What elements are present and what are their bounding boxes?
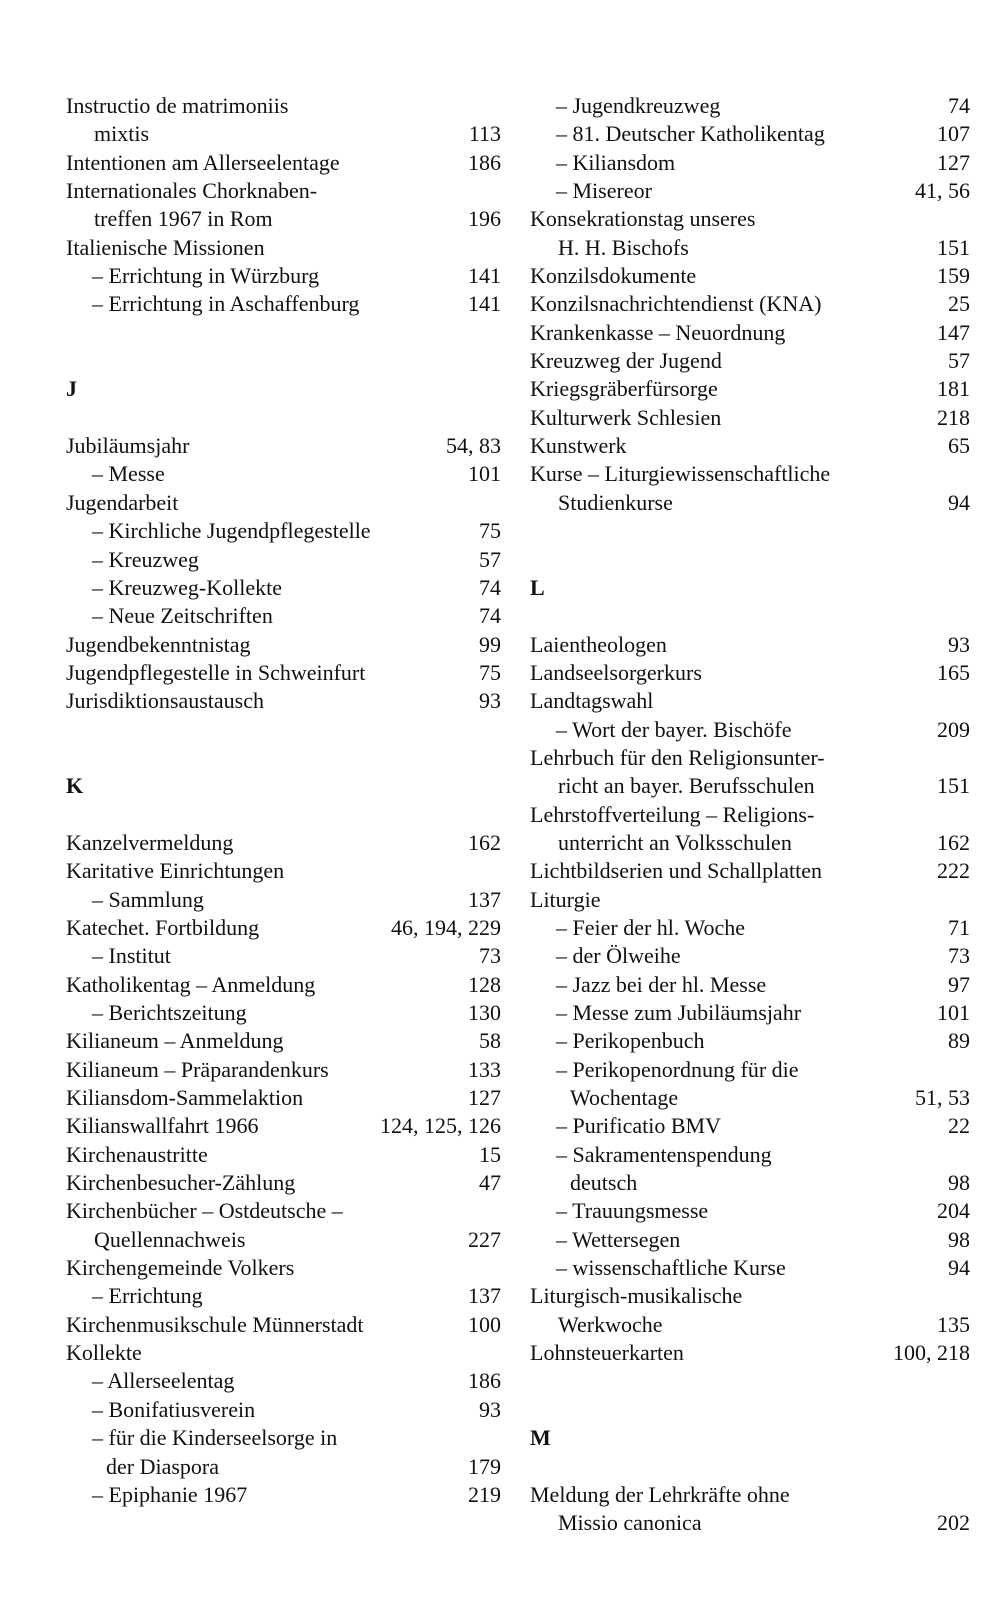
entry-term: – wissenschaftliche Kurse [556,1255,786,1281]
entry-term: treffen 1967 in Rom [94,206,273,232]
entry-term: – 81. Deutscher Katholikentag [556,121,825,147]
index-entry [530,205,970,233]
index-entry [66,546,501,574]
index-entry [66,1367,501,1395]
index-entry [530,829,970,857]
entry-term: Konzilsnachrichtendienst (KNA) [530,291,822,317]
index-entry [530,1197,970,1225]
entry-term: Kirchengemeinde Volkers [66,1255,295,1281]
entry-term: Kilianswallfahrt 1966 [66,1113,259,1139]
spacer [66,744,501,772]
entry-term: Kirchenmusikschule Münnerstadt [66,1311,364,1337]
index-entry [66,857,501,885]
page-reference: 93 [479,1396,501,1422]
index-entry [66,942,501,970]
entry-term: Kirchenaustritte [66,1141,208,1167]
page-reference: 147 [937,319,970,345]
entry-term: Meldung der Lehrkräfte ohne [530,1481,790,1507]
page-reference: 151 [937,773,970,799]
page-reference: 222 [937,858,970,884]
index-entry [530,489,970,517]
index-entry [530,347,970,375]
index-entry [66,1282,501,1310]
section-letter-label: M [530,1425,551,1451]
section-letter-label: L [530,574,545,600]
index-entry [66,829,501,857]
page-reference: 57 [479,546,501,572]
page-reference: 100, 218 [893,1340,970,1366]
page-reference: 141 [468,263,501,289]
page-reference: 209 [937,716,970,742]
entry-term: – Kirchliche Jugendpflegestelle [92,518,371,544]
entry-term: – für die Kinderseelsorge in [92,1425,338,1451]
entry-term: – Errichtung [92,1283,203,1309]
entry-term: Internationales Chorknaben- [66,178,318,204]
page-reference: 94 [948,1255,970,1281]
entry-term: – Trauungsmesse [556,1198,709,1224]
page-reference: 98 [948,1170,970,1196]
index-column-right [530,92,970,1538]
page-reference: 93 [948,631,970,657]
index-entry [530,319,970,347]
entry-term: Kilianeum – Anmeldung [66,1028,284,1054]
page-reference: 141 [468,291,501,317]
index-entry [66,262,501,290]
entry-term: – Sakramentenspendung [556,1141,772,1167]
index-entry [66,631,501,659]
page-reference: 22 [948,1113,970,1139]
entry-term: – Allerseelentag [92,1368,235,1394]
index-entry [530,460,970,488]
entry-term: Krankenkasse – Neuordnung [530,319,786,345]
entry-term: Jubiläumsjahr [66,433,190,459]
entry-term: Kirchenbesucher-Zählung [66,1170,296,1196]
index-entry [530,1112,970,1140]
entry-term: Katholikentag – Anmeldung [66,971,316,997]
page-reference: 65 [948,433,970,459]
index-entry [530,1339,970,1367]
entry-term: Kanzelvermeldung [66,829,234,855]
entry-term: – Misereor [556,178,652,204]
index-entry [530,857,970,885]
index-entry [66,1141,501,1169]
entry-term: – Feier der hl. Woche [556,914,746,940]
page-reference: 137 [468,1283,501,1309]
index-entry [66,92,501,120]
index-entry [530,1254,970,1282]
page-reference: 93 [479,688,501,714]
index-entry [530,716,970,744]
entry-term: – Institut [92,943,171,969]
entry-term: Landtagswahl [530,688,654,714]
page-reference: 179 [468,1453,501,1479]
entry-term: H. H. Bischofs [558,234,689,260]
index-entry [530,687,970,715]
page-reference: 46, 194, 229 [391,914,501,940]
spacer [530,1453,970,1481]
entry-term: Landseelsorgerkurs [530,659,702,685]
index-entry [530,631,970,659]
entry-term: Italienische Missionen [66,234,265,260]
entry-term: – Wort der bayer. Bischöfe [556,716,792,742]
entry-term: – Perikopenbuch [556,1028,705,1054]
entry-term: Kilianeum – Präparandenkurs [66,1056,329,1082]
page-reference: 202 [937,1510,970,1536]
entry-term: – Neue Zeitschriften [92,603,273,629]
page-reference: 58 [479,1028,501,1054]
page-reference: 57 [948,348,970,374]
page-reference: 71 [948,914,970,940]
index-entry [66,914,501,942]
entry-term: Laientheologen [530,631,667,657]
index-entry [66,1311,501,1339]
index-entry [66,149,501,177]
index-entry [66,460,501,488]
entry-term: Katechet. Fortbildung [66,914,260,940]
entry-term: Kulturwerk Schlesien [530,404,722,430]
entry-term: Kreuzweg der Jugend [530,348,722,374]
page-reference: 124, 125, 126 [380,1113,501,1139]
spacer [66,319,501,347]
index-entry [530,120,970,148]
entry-term: Kollekte [66,1340,142,1366]
index-entry [530,290,970,318]
index-entry [66,999,501,1027]
entry-term: deutsch [570,1170,638,1196]
page-reference: 25 [948,291,970,317]
index-entry [530,404,970,432]
page-reference: 75 [479,659,501,685]
page-reference: 162 [468,829,501,855]
entry-term: Kriegsgräberfürsorge [530,376,718,402]
section-letter [530,574,970,602]
index-entry [530,886,970,914]
entry-term: Lohnsteuerkarten [530,1340,684,1366]
spacer [530,602,970,630]
entry-term: – Kreuzweg [92,546,199,572]
entry-term: mixtis [94,121,150,147]
index-entry [530,744,970,772]
page-reference: 101 [468,461,501,487]
page-reference: 73 [479,943,501,969]
index-entry [530,177,970,205]
page-reference: 127 [468,1085,501,1111]
index-entry [66,517,501,545]
entry-term: Karitative Einrichtungen [66,858,285,884]
section-letter [66,772,501,800]
entry-term: – Bonifatiusverein [92,1396,256,1422]
index-entry [530,1169,970,1197]
entry-term: Intentionen am Allerseelentage [66,149,340,175]
page-reference: 97 [948,971,970,997]
index-entry [66,432,501,460]
entry-term: Jugendpflegestelle in Schweinfurt [66,659,366,685]
index-entry [66,1112,501,1140]
entry-term: Instructio de matrimoniis [66,93,289,118]
spacer [66,347,501,375]
page-reference: 127 [937,149,970,175]
index-entry [530,1027,970,1055]
entry-term: – Epiphanie 1967 [92,1481,248,1507]
index-entry [530,92,970,120]
page-reference: 54, 83 [446,433,501,459]
page-reference: 133 [468,1056,501,1082]
index-entry [530,999,970,1027]
index-entry [66,971,501,999]
index-entry [66,489,501,517]
entry-term: Kiliansdom-Sammelaktion [66,1085,304,1111]
entry-term: – Purificatio BMV [556,1113,721,1139]
spacer [530,517,970,545]
page-reference: 227 [468,1226,501,1252]
entry-term: Werkwoche [558,1311,663,1337]
section-letter [530,1424,970,1452]
index-entry [530,914,970,942]
index-column-left [66,92,501,1509]
page-reference: 99 [479,631,501,657]
page-reference: 204 [937,1198,970,1224]
index-entry [530,971,970,999]
page-reference: 137 [468,886,501,912]
page-reference: 98 [948,1226,970,1252]
index-entry [530,1509,970,1537]
index-entry [66,1084,501,1112]
page-reference: 47 [479,1170,501,1196]
entry-term: – der Ölweihe [556,943,681,969]
entry-term: – Kreuzweg-Kollekte [92,574,282,600]
page-reference: 135 [937,1311,970,1337]
page-reference: 196 [468,206,501,232]
page-reference: 100 [468,1311,501,1337]
page-reference: 41, 56 [915,178,970,204]
entry-term: – Jugendkreuzweg [556,93,721,118]
entry-term: – Jazz bei der hl. Messe [556,971,767,997]
page-reference: 218 [937,404,970,430]
page-reference: 74 [479,603,501,629]
index-entry [66,1481,501,1509]
section-letter-label: J [66,376,77,402]
entry-term: Konsekrationstag unseres [530,206,756,232]
entry-term: Kunstwerk [530,433,627,459]
entry-term: – Sammlung [92,886,204,912]
entry-term: Wochentage [570,1085,679,1111]
index-entry [66,1169,501,1197]
page-reference: 113 [468,121,501,147]
index-entry [530,1311,970,1339]
index-entry [66,687,501,715]
page-reference: 186 [468,149,501,175]
index-entry [66,1254,501,1282]
page-reference: 165 [937,659,970,685]
entry-term: Konzilsdokumente [530,263,697,289]
index-entry [530,1226,970,1254]
index-entry [530,1084,970,1112]
page-reference: 74 [948,93,970,118]
index-entry [66,574,501,602]
page-reference: 219 [468,1481,501,1507]
entry-term: Jugendbekenntnistag [66,631,251,657]
index-entry [66,1226,501,1254]
index-entry [66,290,501,318]
index-entry [530,772,970,800]
page-reference: 162 [937,829,970,855]
index-entry [530,659,970,687]
entry-term: Lehrbuch für den Religionsunter- [530,744,825,770]
entry-term: – Kiliansdom [556,149,676,175]
entry-term: Lichtbildserien und Schallplatten [530,858,823,884]
index-entry [530,234,970,262]
index-entry [66,120,501,148]
page-reference: 51, 53 [915,1085,970,1111]
index-entry [66,886,501,914]
entry-term: – Errichtung in Aschaffenburg [92,291,360,317]
section-letter-label: K [66,773,84,799]
entry-term: – Wettersegen [556,1226,681,1252]
index-entry [530,1141,970,1169]
entry-term: Liturgie [530,886,601,912]
page-reference: 151 [937,234,970,260]
entry-term: Kirchenbücher – Ostdeutsche – [66,1198,343,1224]
entry-term: – Berichtszeitung [92,1000,247,1025]
page-reference: 128 [468,971,501,997]
entry-term: – Messe zum Jubiläumsjahr [556,1000,802,1025]
index-entry [530,1481,970,1509]
page-reference: 94 [948,489,970,515]
entry-term: der Diaspora [106,1453,220,1479]
page-reference: 159 [937,263,970,289]
page-reference: 186 [468,1368,501,1394]
entry-term: – Messe [92,461,165,487]
index-entry [66,659,501,687]
index-entry [530,801,970,829]
entry-term: unterricht an Volksschulen [558,829,792,855]
page-reference: 15 [479,1141,501,1167]
page-reference: 101 [937,1000,970,1025]
index-entry [66,1339,501,1367]
page-reference: 89 [948,1028,970,1054]
index-entry [66,1056,501,1084]
index-entry [66,234,501,262]
entry-term: Lehrstoffverteilung – Religions- [530,801,815,827]
page-reference: 75 [479,518,501,544]
entry-term: – Errichtung in Würzburg [92,263,320,289]
spacer [530,1396,970,1424]
index-entry [66,1027,501,1055]
page-reference: 181 [937,376,970,402]
entry-term: Studienkurse [558,489,673,515]
index-entry [530,432,970,460]
index-entry [66,177,501,205]
spacer [66,716,501,744]
page-reference: 107 [937,121,970,147]
index-entry [530,942,970,970]
section-letter [66,375,501,403]
index-entry [66,1424,501,1452]
index-entry [530,1282,970,1310]
index-entry [530,375,970,403]
index-entry [66,602,501,630]
page-reference: 74 [479,574,501,600]
entry-term: Liturgisch-musikalische [530,1283,743,1309]
index-entry [66,1453,501,1481]
entry-term: Jugendarbeit [66,489,179,515]
index-entry [66,1396,501,1424]
index-entry [530,1056,970,1084]
entry-term: Kurse – Liturgiewissenschaftliche [530,461,831,487]
spacer [66,801,501,829]
page-reference: 130 [468,1000,501,1025]
entry-term: Jurisdiktionsaustausch [66,688,264,714]
entry-term: – Perikopenordnung für die [556,1056,799,1082]
entry-term: Quellennachweis [94,1226,246,1252]
index-entry [66,1197,501,1225]
entry-term: richt an bayer. Berufsschulen [558,773,815,799]
spacer [66,404,501,432]
entry-term: Missio canonica [558,1510,702,1536]
spacer [530,1367,970,1395]
spacer [530,546,970,574]
page-reference: 73 [948,943,970,969]
index-entry [530,149,970,177]
index-entry [530,262,970,290]
index-entry [66,205,501,233]
